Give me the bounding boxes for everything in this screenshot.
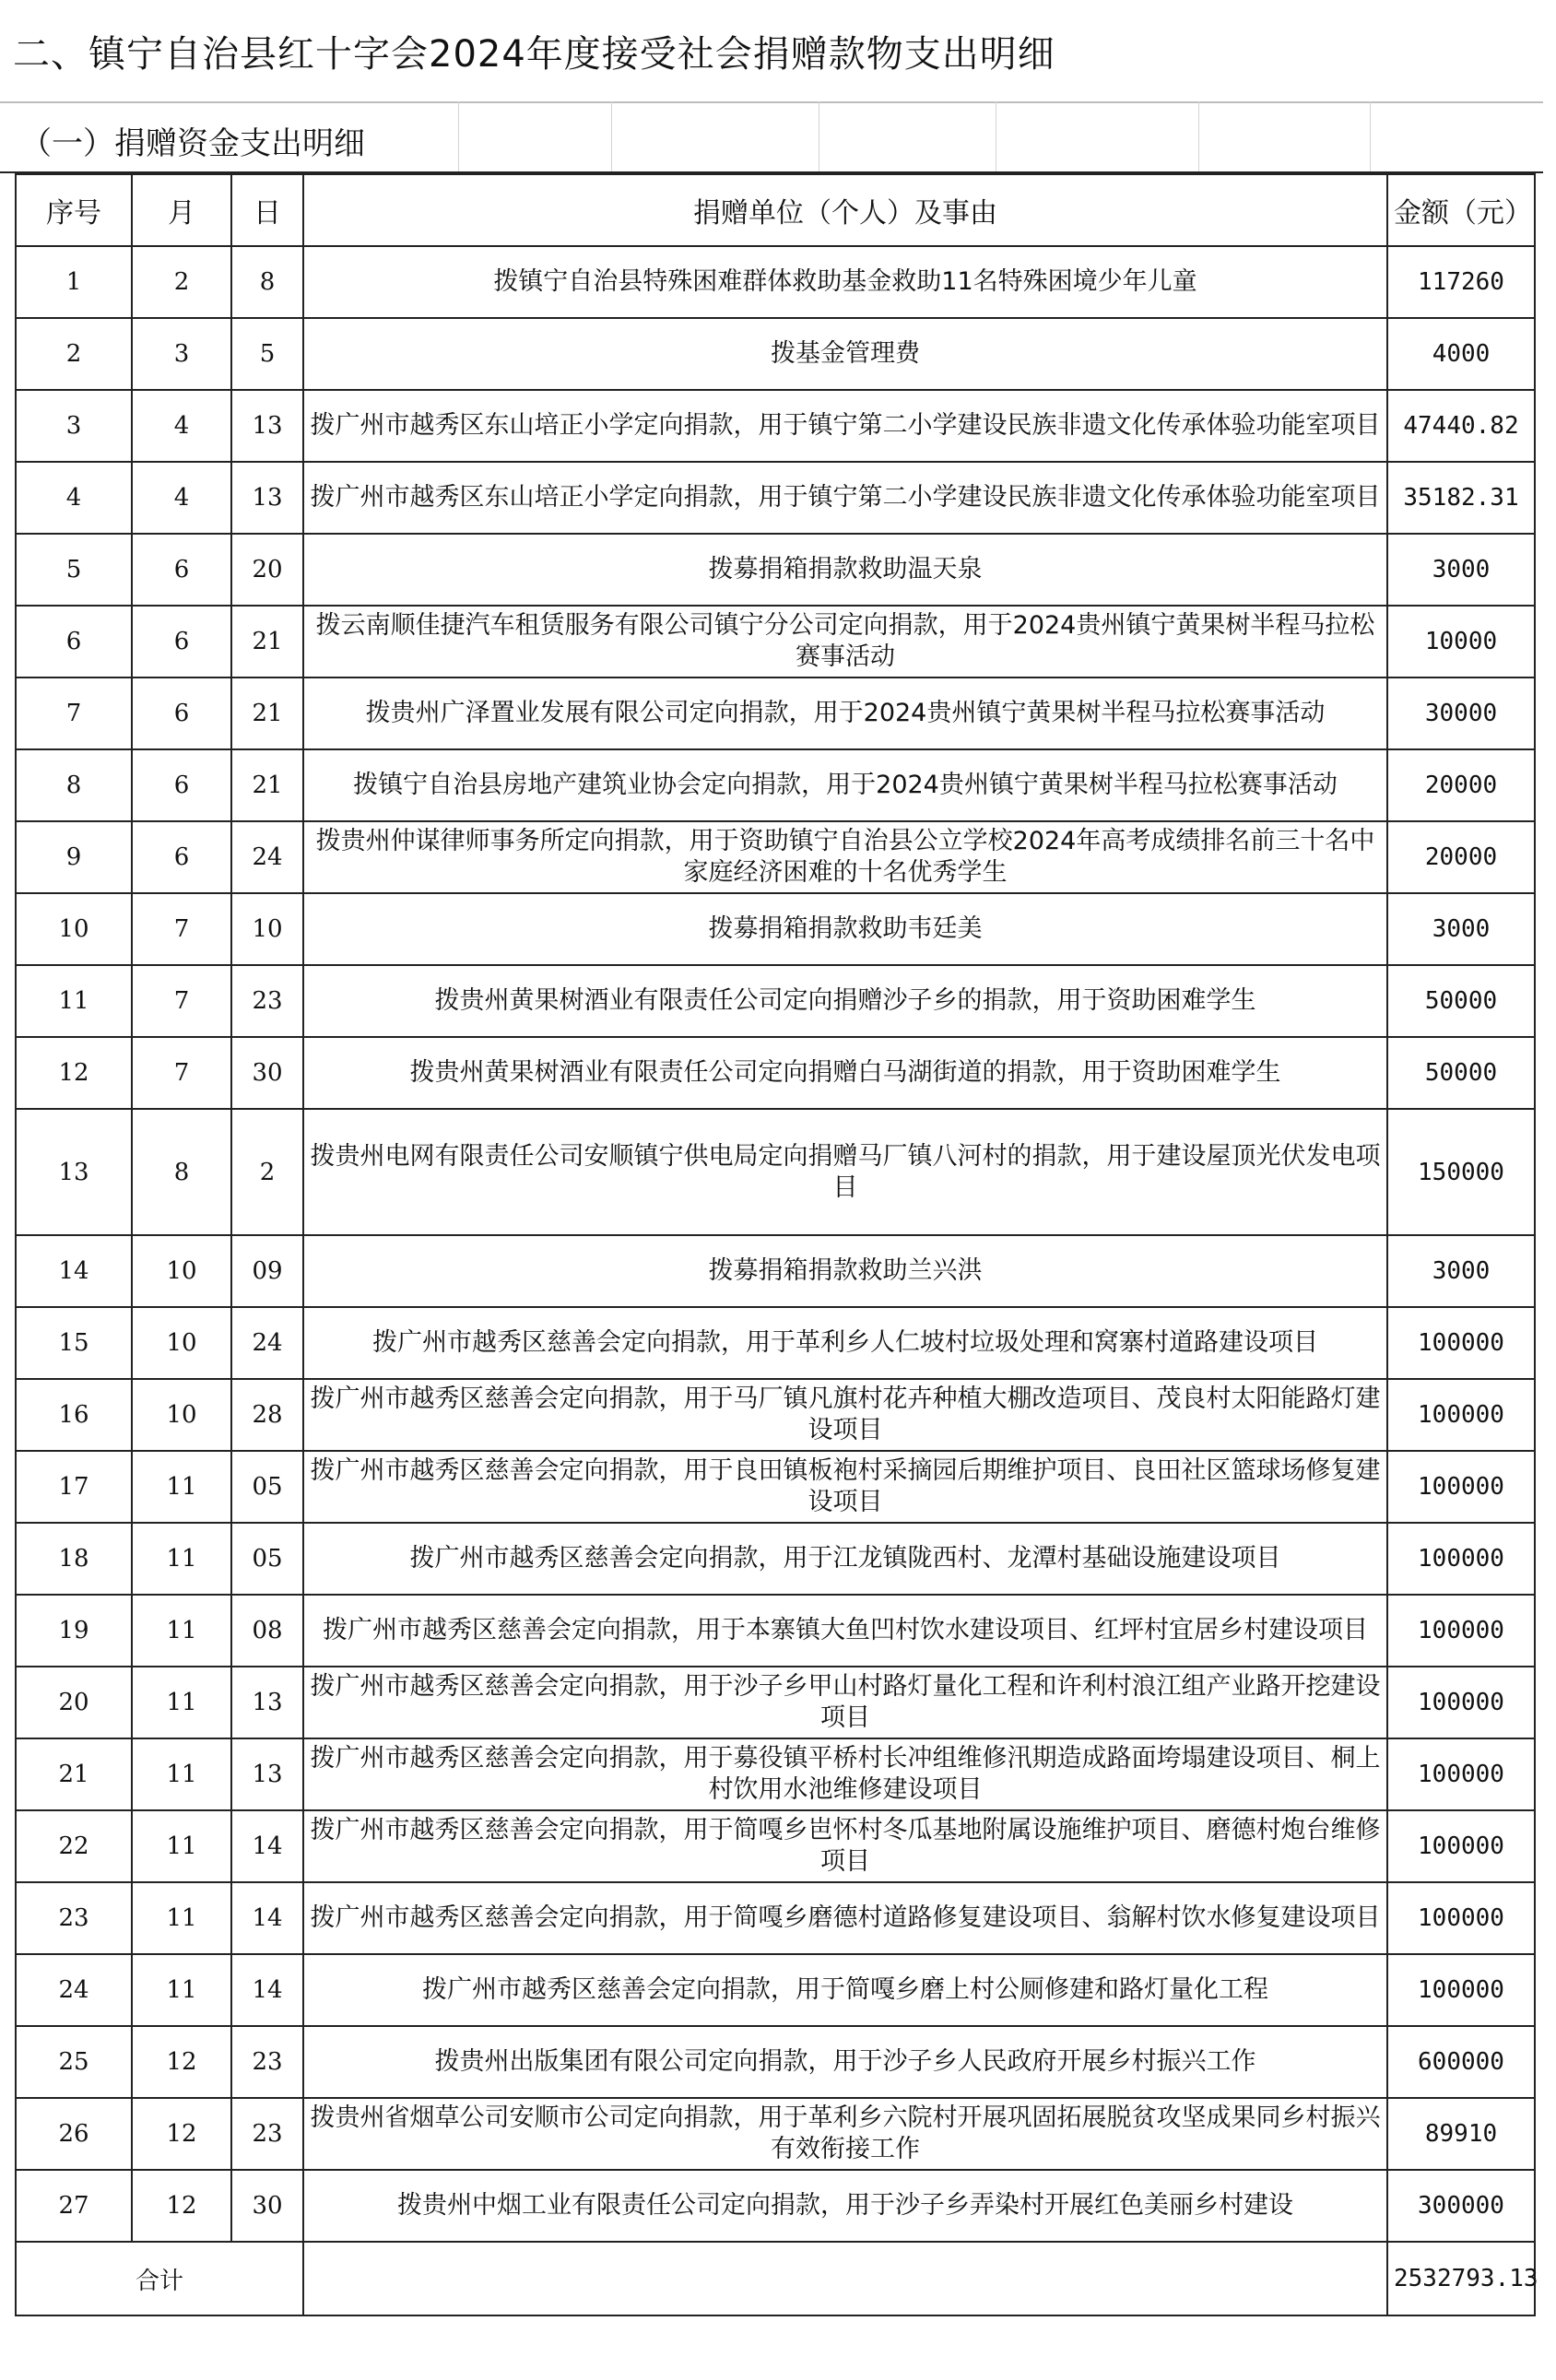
cell-description: 拨广州市越秀区慈善会定向捐款，用于募役镇平桥村长冲组维修汛期造成路面垮塌建设项目、桐上村饮用水池维修建设项目 <box>303 1738 1387 1810</box>
table-row <box>16 2170 1535 2242</box>
cell-month: 10 <box>132 1307 231 1379</box>
cell-amount: 100000 <box>1387 1882 1535 1954</box>
cell-day: 14 <box>231 1954 303 2026</box>
cell-seq: 15 <box>16 1307 132 1379</box>
cell-month: 11 <box>132 1810 231 1882</box>
table-row <box>16 1954 1535 2026</box>
cell-day: 13 <box>231 1738 303 1810</box>
cell-description: 拨贵州中烟工业有限责任公司定向捐款，用于沙子乡弄染村开展红色美丽乡村建设 <box>303 2170 1387 2242</box>
cell-amount: 600000 <box>1387 2026 1535 2098</box>
cell-amount: 3000 <box>1387 893 1535 965</box>
cell-seq: 4 <box>16 462 132 534</box>
table-row <box>16 1738 1535 1810</box>
cell-description: 拨贵州电网有限责任公司安顺镇宁供电局定向捐赠马厂镇八河村的捐款，用于建设屋顶光伏发电项目 <box>303 1109 1387 1235</box>
cell-seq: 18 <box>16 1523 132 1595</box>
table-row <box>16 1037 1535 1109</box>
cell-day: 13 <box>231 390 303 462</box>
cell-day: 05 <box>231 1523 303 1595</box>
cell-description: 拨贵州省烟草公司安顺市公司定向捐款，用于革利乡六院村开展巩固拓展脱贫攻坚成果同乡村振兴有效衔接工作 <box>303 2098 1387 2170</box>
cell-seq: 23 <box>16 1882 132 1954</box>
table-row <box>16 1235 1535 1307</box>
header-day: 日 <box>231 174 303 246</box>
table-row <box>16 1109 1535 1235</box>
cell-description: 拨募捐箱捐款救助温天泉 <box>303 534 1387 606</box>
cell-month: 6 <box>132 821 231 893</box>
cell-amount: 100000 <box>1387 1307 1535 1379</box>
table-row <box>16 1595 1535 1667</box>
cell-description: 拨基金管理费 <box>303 318 1387 390</box>
cell-month: 6 <box>132 606 231 677</box>
cell-amount: 100000 <box>1387 1810 1535 1882</box>
grid-line <box>1198 101 1199 171</box>
table-row <box>16 893 1535 965</box>
cell-description: 拨广州市越秀区慈善会定向捐款，用于简嘎乡磨上村公厕修建和路灯量化工程 <box>303 1954 1387 2026</box>
cell-day: 14 <box>231 1810 303 1882</box>
cell-seq: 17 <box>16 1451 132 1523</box>
cell-seq: 25 <box>16 2026 132 2098</box>
cell-seq: 14 <box>16 1235 132 1307</box>
cell-month: 10 <box>132 1379 231 1451</box>
cell-description: 拨募捐箱捐款救助韦廷美 <box>303 893 1387 965</box>
cell-month: 8 <box>132 1109 231 1235</box>
cell-day: 8 <box>231 246 303 318</box>
total-label: 合计 <box>16 2242 303 2315</box>
cell-month: 6 <box>132 749 231 821</box>
cell-day: 24 <box>231 1307 303 1379</box>
table-row <box>16 246 1535 318</box>
cell-amount: 100000 <box>1387 1451 1535 1523</box>
cell-month: 11 <box>132 1738 231 1810</box>
header-amount: 金额（元） <box>1387 174 1535 246</box>
cell-amount: 30000 <box>1387 677 1535 749</box>
cell-amount: 100000 <box>1387 1738 1535 1810</box>
table-row <box>16 749 1535 821</box>
cell-seq: 13 <box>16 1109 132 1235</box>
cell-month: 6 <box>132 677 231 749</box>
section-subtitle: （一）捐赠资金支出明细 <box>20 125 365 162</box>
cell-month: 4 <box>132 462 231 534</box>
cell-description: 拨广州市越秀区慈善会定向捐款，用于江龙镇陇西村、龙潭村基础设施建设项目 <box>303 1523 1387 1595</box>
cell-month: 12 <box>132 2098 231 2170</box>
cell-amount: 117260 <box>1387 246 1535 318</box>
cell-month: 11 <box>132 1595 231 1667</box>
cell-description: 拨贵州出版集团有限公司定向捐款，用于沙子乡人民政府开展乡村振兴工作 <box>303 2026 1387 2098</box>
cell-month: 2 <box>132 246 231 318</box>
cell-day: 21 <box>231 606 303 677</box>
cell-day: 21 <box>231 677 303 749</box>
cell-month: 7 <box>132 1037 231 1109</box>
cell-day: 23 <box>231 2026 303 2098</box>
cell-day: 14 <box>231 1882 303 1954</box>
cell-amount: 20000 <box>1387 821 1535 893</box>
table-row <box>16 1667 1535 1738</box>
section-subtitle-row <box>0 101 1543 173</box>
cell-day: 09 <box>231 1235 303 1307</box>
table-row <box>16 677 1535 749</box>
total-amount: 2532793.13 <box>1387 2242 1535 2315</box>
cell-description: 拨广州市越秀区慈善会定向捐款，用于简嘎乡岜怀村冬瓜基地附属设施维护项目、磨德村炮台维修项目 <box>303 1810 1387 1882</box>
cell-seq: 1 <box>16 246 132 318</box>
table-body <box>16 246 1535 2242</box>
cell-description: 拨云南顺佳捷汽车租赁服务有限公司镇宁分公司定向捐款，用于2024贵州镇宁黄果树半程马拉松赛事活动 <box>303 606 1387 677</box>
cell-day: 23 <box>231 965 303 1037</box>
cell-month: 12 <box>132 2026 231 2098</box>
cell-seq: 20 <box>16 1667 132 1738</box>
table-row <box>16 1810 1535 1882</box>
cell-description: 拨广州市越秀区慈善会定向捐款，用于革利乡人仁坡村垃圾处理和窝寨村道路建设项目 <box>303 1307 1387 1379</box>
cell-day: 30 <box>231 2170 303 2242</box>
cell-amount: 4000 <box>1387 318 1535 390</box>
cell-description: 拨广州市越秀区东山培正小学定向捐款，用于镇宁第二小学建设民族非遗文化传承体验功能室项目 <box>303 462 1387 534</box>
cell-description: 拨广州市越秀区慈善会定向捐款，用于沙子乡甲山村路灯量化工程和许利村浪江组产业路开挖建设项目 <box>303 1667 1387 1738</box>
cell-description: 拨贵州广泽置业发展有限公司定向捐款，用于2024贵州镇宁黄果树半程马拉松赛事活动 <box>303 677 1387 749</box>
table-row <box>16 1307 1535 1379</box>
cell-month: 7 <box>132 893 231 965</box>
cell-month: 10 <box>132 1235 231 1307</box>
cell-amount: 10000 <box>1387 606 1535 677</box>
cell-amount: 47440.82 <box>1387 390 1535 462</box>
cell-seq: 9 <box>16 821 132 893</box>
cell-amount: 50000 <box>1387 965 1535 1037</box>
cell-seq: 10 <box>16 893 132 965</box>
cell-day: 28 <box>231 1379 303 1451</box>
cell-day: 05 <box>231 1451 303 1523</box>
cell-month: 3 <box>132 318 231 390</box>
cell-month: 12 <box>132 2170 231 2242</box>
header-description: 捐赠单位（个人）及事由 <box>303 174 1387 246</box>
cell-amount: 3000 <box>1387 534 1535 606</box>
table-row <box>16 821 1535 893</box>
cell-amount: 100000 <box>1387 1523 1535 1595</box>
cell-amount: 100000 <box>1387 1595 1535 1667</box>
table-row <box>16 390 1535 462</box>
cell-amount: 150000 <box>1387 1109 1535 1235</box>
cell-amount: 300000 <box>1387 2170 1535 2242</box>
page-title <box>0 0 1543 103</box>
cell-amount: 35182.31 <box>1387 462 1535 534</box>
cell-month: 7 <box>132 965 231 1037</box>
cell-day: 10 <box>231 893 303 965</box>
cell-seq: 2 <box>16 318 132 390</box>
cell-seq: 5 <box>16 534 132 606</box>
cell-seq: 22 <box>16 1810 132 1882</box>
cell-month: 11 <box>132 1954 231 2026</box>
cell-amount: 50000 <box>1387 1037 1535 1109</box>
cell-day: 30 <box>231 1037 303 1109</box>
table-row <box>16 606 1535 677</box>
expense-table <box>15 173 1536 2316</box>
cell-amount: 89910 <box>1387 2098 1535 2170</box>
cell-seq: 3 <box>16 390 132 462</box>
cell-amount: 100000 <box>1387 1667 1535 1738</box>
cell-day: 21 <box>231 749 303 821</box>
cell-seq: 8 <box>16 749 132 821</box>
table-row <box>16 1882 1535 1954</box>
cell-amount: 3000 <box>1387 1235 1535 1307</box>
cell-description: 拨镇宁自治县房地产建筑业协会定向捐款，用于2024贵州镇宁黄果树半程马拉松赛事活动 <box>303 749 1387 821</box>
total-row <box>16 2242 1535 2315</box>
table-header-row <box>16 174 1535 246</box>
page-title-text: 二、镇宁自治县红十字会2024年度接受社会捐赠款物支出明细 <box>13 32 1055 76</box>
cell-day: 24 <box>231 821 303 893</box>
table-row <box>16 318 1535 390</box>
header-month: 月 <box>132 174 231 246</box>
cell-description: 拨广州市越秀区慈善会定向捐款，用于马厂镇凡旗村花卉种植大棚改造项目、茂良村太阳能路灯建设项目 <box>303 1379 1387 1451</box>
cell-description: 拨广州市越秀区东山培正小学定向捐款，用于镇宁第二小学建设民族非遗文化传承体验功能室项目 <box>303 390 1387 462</box>
cell-day: 23 <box>231 2098 303 2170</box>
cell-month: 4 <box>132 390 231 462</box>
table-row <box>16 534 1535 606</box>
cell-description: 拨贵州仲谋律师事务所定向捐款，用于资助镇宁自治县公立学校2024年高考成绩排名前三十名中家庭经济困难的十名优秀学生 <box>303 821 1387 893</box>
table-row <box>16 1523 1535 1595</box>
cell-day: 13 <box>231 1667 303 1738</box>
cell-seq: 7 <box>16 677 132 749</box>
cell-day: 2 <box>231 1109 303 1235</box>
cell-description: 拨贵州黄果树酒业有限责任公司定向捐赠沙子乡的捐款，用于资助困难学生 <box>303 965 1387 1037</box>
table-row <box>16 965 1535 1037</box>
cell-day: 5 <box>231 318 303 390</box>
cell-month: 11 <box>132 1882 231 1954</box>
table-row <box>16 2026 1535 2098</box>
cell-seq: 21 <box>16 1738 132 1810</box>
cell-seq: 27 <box>16 2170 132 2242</box>
total-empty-cell <box>303 2242 1387 2315</box>
cell-description: 拨贵州黄果树酒业有限责任公司定向捐赠白马湖街道的捐款，用于资助困难学生 <box>303 1037 1387 1109</box>
table-row <box>16 2098 1535 2170</box>
cell-description: 拨广州市越秀区慈善会定向捐款，用于简嘎乡磨德村道路修复建设项目、翁解村饮水修复建设项目 <box>303 1882 1387 1954</box>
cell-day: 08 <box>231 1595 303 1667</box>
cell-seq: 16 <box>16 1379 132 1451</box>
cell-month: 6 <box>132 534 231 606</box>
cell-month: 11 <box>132 1667 231 1738</box>
cell-month: 11 <box>132 1523 231 1595</box>
header-seq: 序号 <box>16 174 132 246</box>
cell-seq: 11 <box>16 965 132 1037</box>
grid-line <box>611 101 612 171</box>
cell-seq: 6 <box>16 606 132 677</box>
cell-amount: 20000 <box>1387 749 1535 821</box>
cell-description: 拨广州市越秀区慈善会定向捐款，用于本寨镇大鱼凹村饮水建设项目、红坪村宜居乡村建设项目 <box>303 1595 1387 1667</box>
table-row <box>16 1379 1535 1451</box>
cell-day: 20 <box>231 534 303 606</box>
table-row <box>16 462 1535 534</box>
cell-description: 拨镇宁自治县特殊困难群体救助基金救助11名特殊困境少年儿童 <box>303 246 1387 318</box>
cell-day: 13 <box>231 462 303 534</box>
table-row <box>16 1451 1535 1523</box>
cell-seq: 26 <box>16 2098 132 2170</box>
cell-description: 拨广州市越秀区慈善会定向捐款，用于良田镇板袍村采摘园后期维护项目、良田社区篮球场修复建设项目 <box>303 1451 1387 1523</box>
cell-month: 11 <box>132 1451 231 1523</box>
cell-description: 拨募捐箱捐款救助兰兴洪 <box>303 1235 1387 1307</box>
cell-amount: 100000 <box>1387 1954 1535 2026</box>
cell-seq: 19 <box>16 1595 132 1667</box>
grid-line <box>1370 101 1371 171</box>
cell-seq: 24 <box>16 1954 132 2026</box>
cell-amount: 100000 <box>1387 1379 1535 1451</box>
cell-seq: 12 <box>16 1037 132 1109</box>
grid-line <box>458 101 459 171</box>
